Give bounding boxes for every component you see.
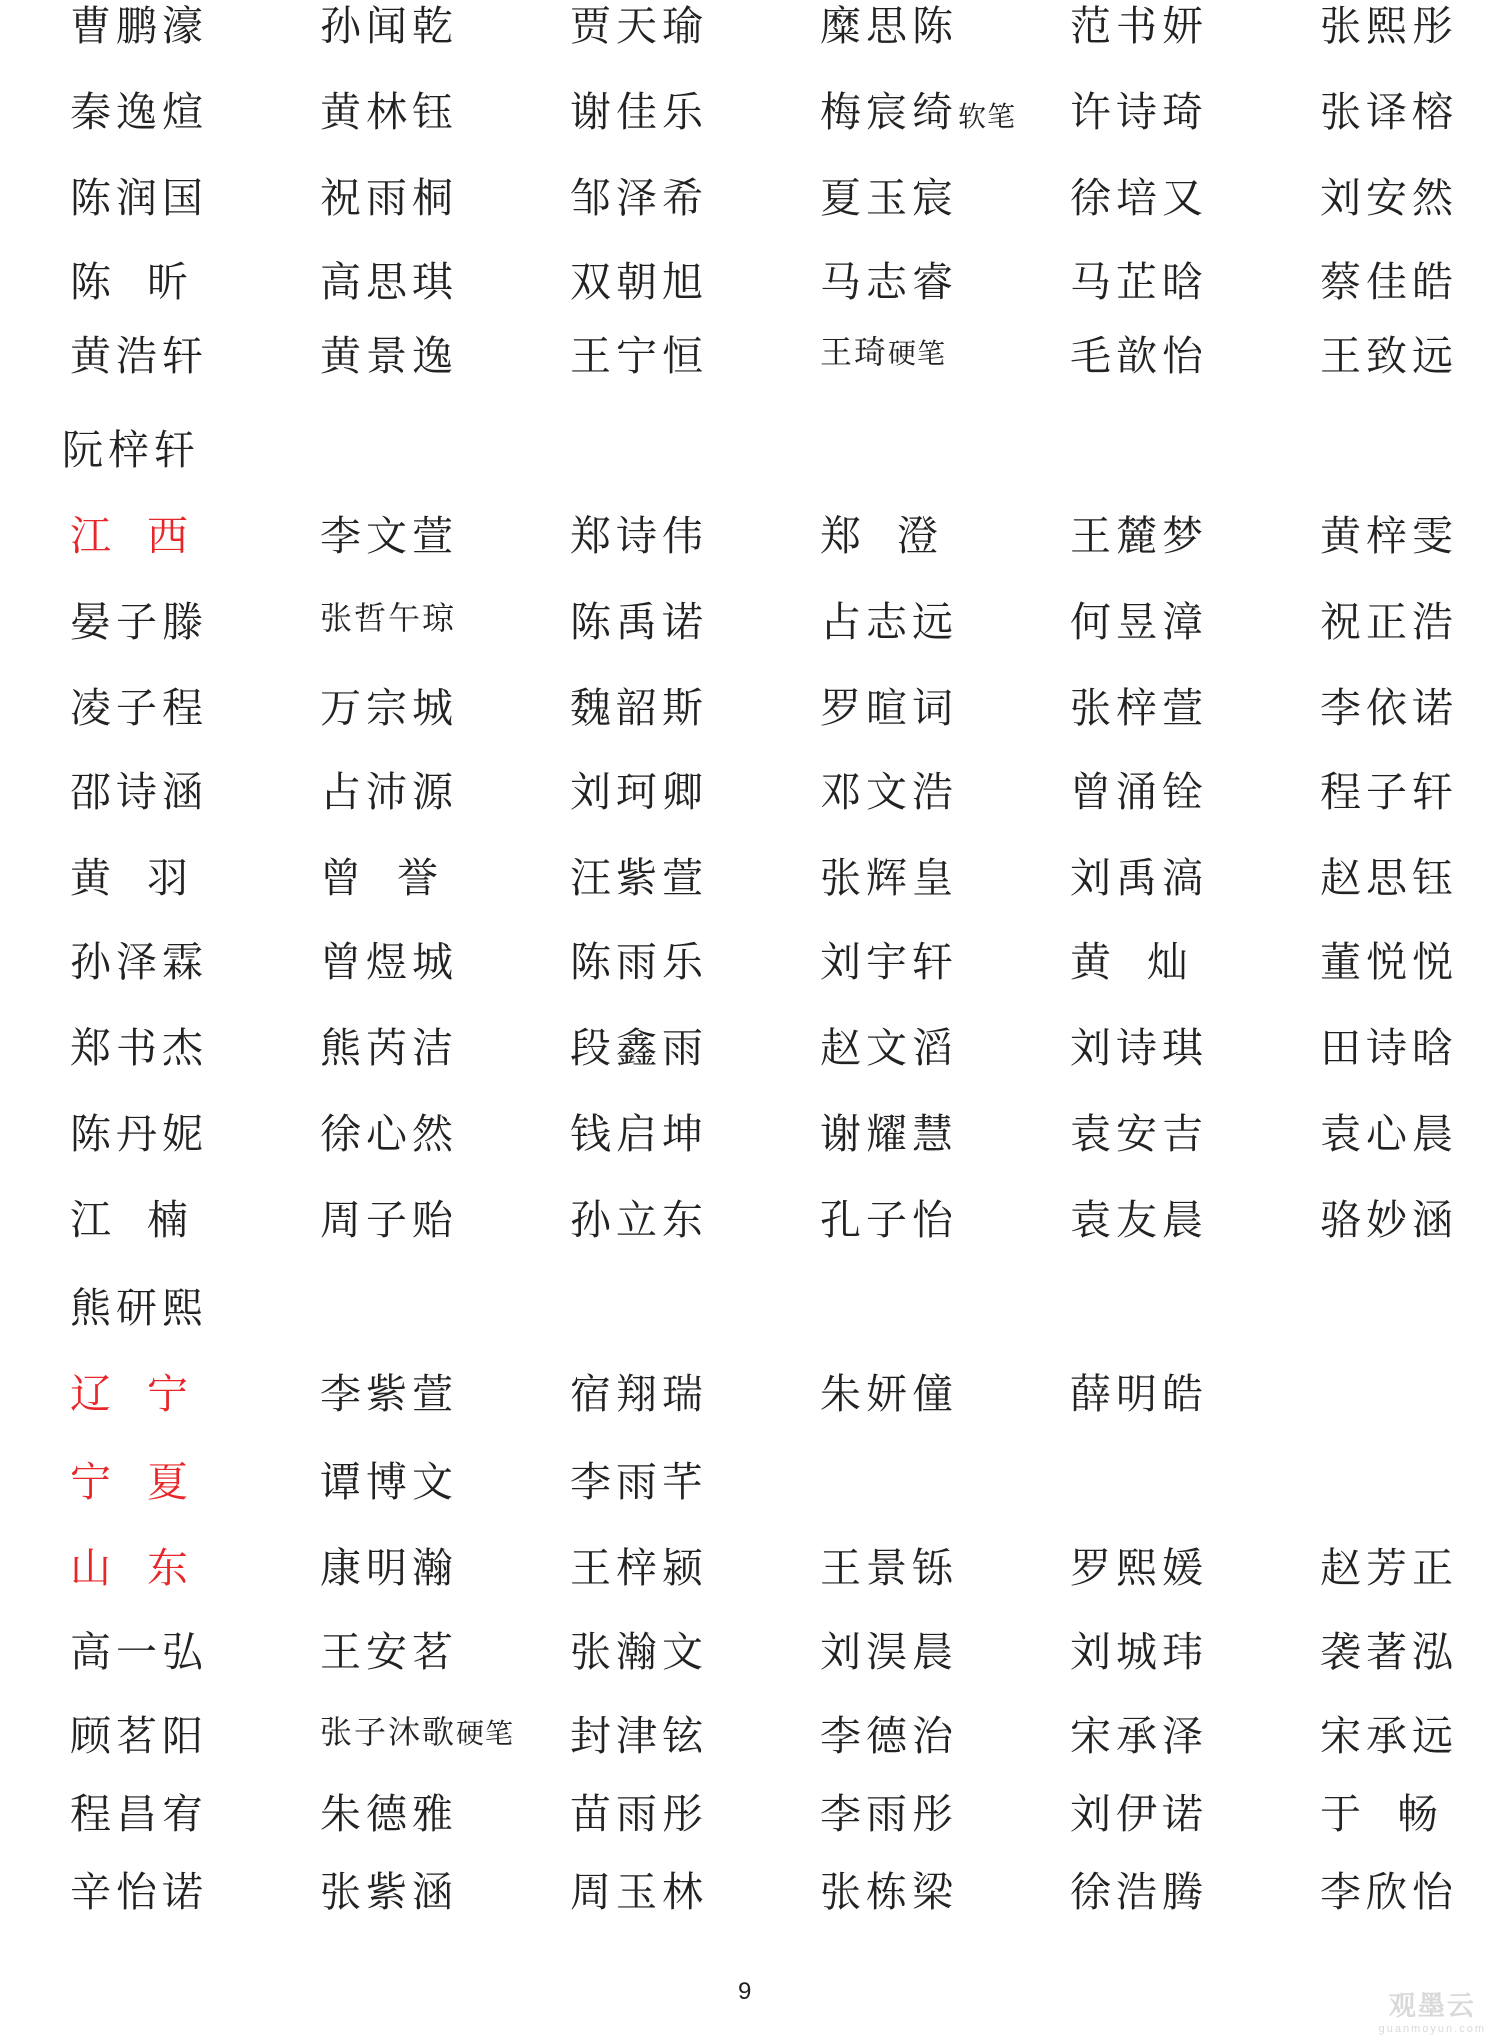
name-entry — [1320, 1024, 1458, 1072]
name-entry — [820, 1024, 958, 1072]
name-entry — [1070, 174, 1208, 222]
name-entry — [1070, 258, 1208, 306]
name-text: 双朝旭 — [570, 258, 708, 306]
name-entry — [1320, 174, 1458, 222]
name-text: 蔡佳皓 — [1320, 258, 1458, 306]
name-entry — [1070, 1628, 1208, 1676]
name-entry — [1320, 768, 1458, 816]
name-text: 袭著泓 — [1320, 1628, 1458, 1676]
name-entry — [70, 2, 208, 50]
name-entry — [820, 1712, 958, 1760]
name-entry — [820, 1544, 958, 1592]
name-text: 王宁恒 — [570, 332, 708, 380]
name-entry — [70, 332, 208, 380]
name-text: 宋承远 — [1320, 1712, 1458, 1760]
name-entry — [320, 1458, 458, 1506]
name-text: 毛歆怡 — [1070, 332, 1208, 380]
name-text: 刘诗琪 — [1070, 1024, 1208, 1072]
name-text: 李文萱 — [320, 512, 458, 560]
category-note: 硬笔 — [888, 337, 947, 370]
name-text: 曾煜城 — [320, 938, 458, 986]
name-text: 张子沐歌 — [320, 1713, 457, 1751]
name-entry — [320, 1868, 458, 1916]
name-entry — [570, 1544, 708, 1592]
name-entry — [320, 258, 458, 306]
name-text: 汪紫萱 — [570, 854, 708, 902]
name-entry — [1320, 512, 1458, 560]
name-text: 李雨彤 — [820, 1790, 958, 1838]
name-text: 赵思钰 — [1320, 854, 1458, 902]
name-text: 万宗城 — [320, 684, 458, 732]
name-entry — [570, 2, 708, 50]
name-entry — [1320, 332, 1458, 380]
name-entry — [570, 258, 708, 306]
name-text: 晏子滕 — [70, 598, 208, 646]
name-text: 梅宸绮 — [820, 88, 958, 136]
name-text: 陈禹诺 — [570, 598, 708, 646]
name-entry — [1070, 1868, 1208, 1916]
name-entry — [320, 938, 458, 986]
name-entry — [320, 599, 457, 637]
name-text: 孙闻乾 — [320, 2, 458, 50]
name-character: 曾 — [320, 854, 361, 902]
name-text: 黄景逸 — [320, 332, 458, 380]
name-text: 邓文浩 — [820, 768, 958, 816]
name-entry — [820, 1196, 958, 1244]
name-entry — [1320, 1544, 1458, 1592]
name-entry — [320, 2, 458, 50]
name-entry — [570, 768, 708, 816]
name-entry — [320, 1544, 458, 1592]
name-character: 楠 — [147, 1196, 188, 1244]
name-text: 王景铄 — [820, 1544, 958, 1592]
name-text: 高思琪 — [320, 258, 458, 306]
name-text: 李紫萱 — [320, 1370, 458, 1418]
name-entry — [1320, 854, 1458, 902]
name-text: 魏韶斯 — [570, 684, 708, 732]
name-entry — [1070, 854, 1208, 902]
name-text: 李雨芊 — [570, 1458, 708, 1506]
name-text: 陈丹妮 — [70, 1110, 208, 1158]
name-text: 董悦悦 — [1320, 938, 1458, 986]
name-text: 张译榕 — [1320, 88, 1458, 136]
name-entry — [70, 938, 208, 986]
name-text: 徐心然 — [320, 1110, 458, 1158]
name-text: 康明瀚 — [320, 1544, 458, 1592]
name-text: 陈雨乐 — [570, 938, 708, 986]
name-text: 刘安然 — [1320, 174, 1458, 222]
name-text: 刘城玮 — [1070, 1628, 1208, 1676]
name-entry — [1070, 598, 1208, 646]
name-entry — [570, 88, 708, 136]
name-entry — [70, 854, 188, 902]
name-text: 许诗琦 — [1070, 88, 1208, 136]
name-character: 江 — [70, 1196, 111, 1244]
name-entry — [1320, 684, 1458, 732]
name-text: 刘淏晨 — [820, 1628, 958, 1676]
name-text: 孙立东 — [570, 1196, 708, 1244]
name-entry — [570, 174, 708, 222]
name-entry — [1320, 258, 1458, 306]
name-text: 陈润国 — [70, 174, 208, 222]
name-text: 周玉林 — [570, 1868, 708, 1916]
name-entry — [320, 174, 458, 222]
name-entry — [320, 854, 438, 902]
name-character: 于 — [1320, 1790, 1361, 1838]
name-text: 赵芳正 — [1320, 1544, 1458, 1592]
name-entry — [570, 1712, 708, 1760]
name-entry — [570, 854, 708, 902]
watermark-title: 观墨云 — [1388, 1991, 1476, 2021]
name-text: 段鑫雨 — [570, 1024, 708, 1072]
name-text: 黄浩轩 — [70, 332, 208, 380]
name-entry — [1070, 1712, 1208, 1760]
name-entry — [1320, 1868, 1458, 1916]
name-text: 曾涌铨 — [1070, 768, 1208, 816]
name-text: 孙泽霖 — [70, 938, 208, 986]
name-text: 秦逸煊 — [70, 88, 208, 136]
name-entry — [820, 768, 958, 816]
name-entry — [1320, 88, 1458, 136]
name-text: 祝雨桐 — [320, 174, 458, 222]
name-entry — [70, 598, 208, 646]
name-text: 王琦 — [820, 333, 889, 371]
name-text: 刘珂卿 — [570, 768, 708, 816]
name-entry — [820, 258, 958, 306]
name-entry — [70, 174, 208, 222]
name-character: 宁 — [70, 1458, 111, 1506]
name-text: 贾天瑜 — [570, 2, 708, 50]
name-entry — [1320, 938, 1458, 986]
name-text: 张辉皇 — [820, 854, 958, 902]
name-entry — [1320, 598, 1458, 646]
name-entry — [1320, 1628, 1458, 1676]
name-text: 熊芮洁 — [320, 1024, 458, 1072]
name-text: 李依诺 — [1320, 684, 1458, 732]
name-entry — [320, 1196, 458, 1244]
name-entry — [1070, 1790, 1208, 1838]
name-text: 顾茗阳 — [70, 1712, 208, 1760]
name-text: 王致远 — [1320, 332, 1458, 380]
name-character: 夏 — [147, 1458, 188, 1506]
name-text: 王梓颍 — [570, 1544, 708, 1592]
name-character: 澄 — [897, 512, 938, 560]
name-character: 畅 — [1397, 1790, 1438, 1838]
name-entry — [70, 1110, 208, 1158]
name-text: 封津铉 — [570, 1712, 708, 1760]
name-text: 刘禹滈 — [1070, 854, 1208, 902]
name-text: 钱启坤 — [570, 1110, 708, 1158]
name-text: 邵诗涵 — [70, 768, 208, 816]
name-text: 黄林钰 — [320, 88, 458, 136]
name-text: 马芷晗 — [1070, 258, 1208, 306]
name-text: 张梓萱 — [1070, 684, 1208, 732]
name-character: 誉 — [397, 854, 438, 902]
name-entry — [1070, 684, 1208, 732]
name-text: 谢佳乐 — [570, 88, 708, 136]
name-text: 刘伊诺 — [1070, 1790, 1208, 1838]
name-character: 江 — [70, 512, 111, 560]
name-text: 周子贻 — [320, 1196, 458, 1244]
name-text: 李德治 — [820, 1712, 958, 1760]
name-text: 程子轩 — [1320, 768, 1458, 816]
name-character: 昕 — [147, 258, 188, 306]
name-entry — [70, 1628, 208, 1676]
name-entry — [570, 938, 708, 986]
name-entry — [1070, 2, 1208, 50]
name-text: 郑书杰 — [70, 1024, 208, 1072]
name-text: 郑诗伟 — [570, 512, 708, 560]
name-entry — [820, 512, 938, 560]
name-entry — [320, 1370, 458, 1418]
name-entry — [320, 1790, 458, 1838]
name-entry — [320, 684, 458, 732]
name-character: 东 — [147, 1544, 188, 1592]
name-entry — [570, 1196, 708, 1244]
name-entry — [70, 1196, 188, 1244]
name-text: 高一弘 — [70, 1628, 208, 1676]
name-text: 骆妙涵 — [1320, 1196, 1458, 1244]
name-entry — [820, 1110, 958, 1158]
name-text: 谢耀慧 — [820, 1110, 958, 1158]
province-heading — [70, 1458, 188, 1506]
name-entry — [570, 1458, 708, 1506]
name-text: 袁友晨 — [1070, 1196, 1208, 1244]
name-entry — [1070, 1110, 1208, 1158]
name-entry — [570, 512, 708, 560]
name-text: 祝正浩 — [1320, 598, 1458, 646]
name-character: 黄 — [70, 854, 111, 902]
name-text: 张栋梁 — [820, 1868, 958, 1916]
name-character: 西 — [147, 512, 188, 560]
name-entry — [820, 174, 958, 222]
name-entry — [320, 512, 458, 560]
name-entry — [1320, 1790, 1438, 1838]
name-text: 程昌宥 — [70, 1790, 208, 1838]
name-entry — [1070, 768, 1208, 816]
name-entry — [320, 88, 458, 136]
name-entry — [1070, 88, 1208, 136]
name-entry — [570, 684, 708, 732]
name-character: 羽 — [147, 854, 188, 902]
name-text: 占志远 — [820, 598, 958, 646]
name-text: 罗熙媛 — [1070, 1544, 1208, 1592]
name-entry — [320, 1628, 458, 1676]
name-entry — [320, 1713, 515, 1751]
name-text: 袁心晨 — [1320, 1110, 1458, 1158]
name-text: 刘宇轩 — [820, 938, 958, 986]
watermark-subtitle: guanmoyun.com — [1378, 2023, 1486, 2035]
name-entry — [1070, 1544, 1208, 1592]
name-text: 何昱漳 — [1070, 598, 1208, 646]
name-entry — [570, 1790, 708, 1838]
name-text: 赵文滔 — [820, 1024, 958, 1072]
name-entry — [1320, 2, 1458, 50]
name-entry — [1070, 1196, 1208, 1244]
name-entry — [70, 1024, 208, 1072]
name-text: 王安茗 — [320, 1628, 458, 1676]
name-character: 辽 — [70, 1370, 111, 1418]
name-text: 张熙彤 — [1320, 2, 1458, 50]
name-entry — [320, 1024, 458, 1072]
province-heading — [70, 512, 188, 560]
name-text: 田诗晗 — [1320, 1024, 1458, 1072]
name-entry — [820, 1790, 958, 1838]
name-text: 宿翔瑞 — [570, 1370, 708, 1418]
name-text: 糜思陈 — [820, 2, 958, 50]
name-text: 李欣怡 — [1320, 1868, 1458, 1916]
name-text: 张紫涵 — [320, 1868, 458, 1916]
name-entry — [70, 768, 208, 816]
name-text: 占沛源 — [320, 768, 458, 816]
name-entry — [320, 1110, 458, 1158]
name-entry — [820, 333, 947, 371]
province-heading — [70, 1370, 188, 1418]
name-entry — [1320, 1712, 1458, 1760]
name-text: 凌子程 — [70, 684, 208, 732]
name-text: 马志睿 — [820, 258, 958, 306]
name-character: 陈 — [70, 258, 111, 306]
name-text: 邹泽希 — [570, 174, 708, 222]
name-text: 阮梓轩 — [62, 426, 200, 474]
name-entry — [820, 1628, 958, 1676]
name-entry — [820, 1370, 958, 1418]
name-text: 曹鹏濠 — [70, 2, 208, 50]
name-text: 朱妍僮 — [820, 1370, 958, 1418]
name-entry — [1070, 1370, 1208, 1418]
name-text: 辛怡诺 — [70, 1868, 208, 1916]
name-entry — [570, 1628, 708, 1676]
name-entry — [570, 1370, 708, 1418]
name-entry — [70, 1790, 208, 1838]
name-entry — [570, 1024, 708, 1072]
name-character: 黄 — [1070, 938, 1111, 986]
category-note: 硬笔 — [456, 1717, 515, 1750]
name-entry — [820, 938, 958, 986]
name-text: 苗雨彤 — [570, 1790, 708, 1838]
name-entry — [70, 684, 208, 732]
name-text: 谭博文 — [320, 1458, 458, 1506]
name-text: 宋承泽 — [1070, 1712, 1208, 1760]
name-text: 袁安吉 — [1070, 1110, 1208, 1158]
name-text: 范书妍 — [1070, 2, 1208, 50]
name-character: 郑 — [820, 512, 861, 560]
name-entry — [820, 1868, 958, 1916]
name-entry — [1070, 1024, 1208, 1072]
name-text: 徐浩腾 — [1070, 1868, 1208, 1916]
name-text: 黄梓雯 — [1320, 512, 1458, 560]
name-entry — [1070, 512, 1208, 560]
name-text: 王麓梦 — [1070, 512, 1208, 560]
name-entry — [320, 768, 458, 816]
name-text: 徐培又 — [1070, 174, 1208, 222]
name-entry — [570, 332, 708, 380]
name-text: 熊研熙 — [70, 1284, 208, 1332]
name-entry — [1070, 332, 1208, 380]
name-entry — [70, 1284, 208, 1332]
name-entry — [320, 332, 458, 380]
name-text: 罗暄词 — [820, 684, 958, 732]
name-entry — [570, 598, 708, 646]
name-entry — [62, 426, 200, 474]
category-note: 软笔 — [958, 100, 1017, 133]
page-number: 9 — [738, 1978, 752, 2005]
name-text: 孔子怡 — [820, 1196, 958, 1244]
name-entry — [820, 684, 958, 732]
name-entry — [70, 1868, 208, 1916]
name-entry — [820, 2, 958, 50]
name-entry — [820, 854, 958, 902]
name-text: 张瀚文 — [570, 1628, 708, 1676]
name-entry — [70, 1712, 208, 1760]
province-heading — [70, 1544, 188, 1592]
name-text: 张哲午琼 — [320, 599, 457, 637]
name-entry — [820, 598, 958, 646]
name-text: 朱德雅 — [320, 1790, 458, 1838]
name-entry — [570, 1110, 708, 1158]
name-entry — [820, 88, 1017, 136]
name-text: 夏玉宸 — [820, 174, 958, 222]
name-character: 灿 — [1147, 938, 1188, 986]
name-entry — [70, 258, 188, 306]
name-entry — [570, 1868, 708, 1916]
name-character: 山 — [70, 1544, 111, 1592]
name-entry — [1070, 938, 1188, 986]
name-entry — [70, 88, 208, 136]
watermark-logo — [1379, 1984, 1486, 2035]
name-character: 宁 — [147, 1370, 188, 1418]
name-entry — [1320, 1110, 1458, 1158]
name-text: 薛明皓 — [1070, 1370, 1208, 1418]
name-entry — [1320, 1196, 1458, 1244]
